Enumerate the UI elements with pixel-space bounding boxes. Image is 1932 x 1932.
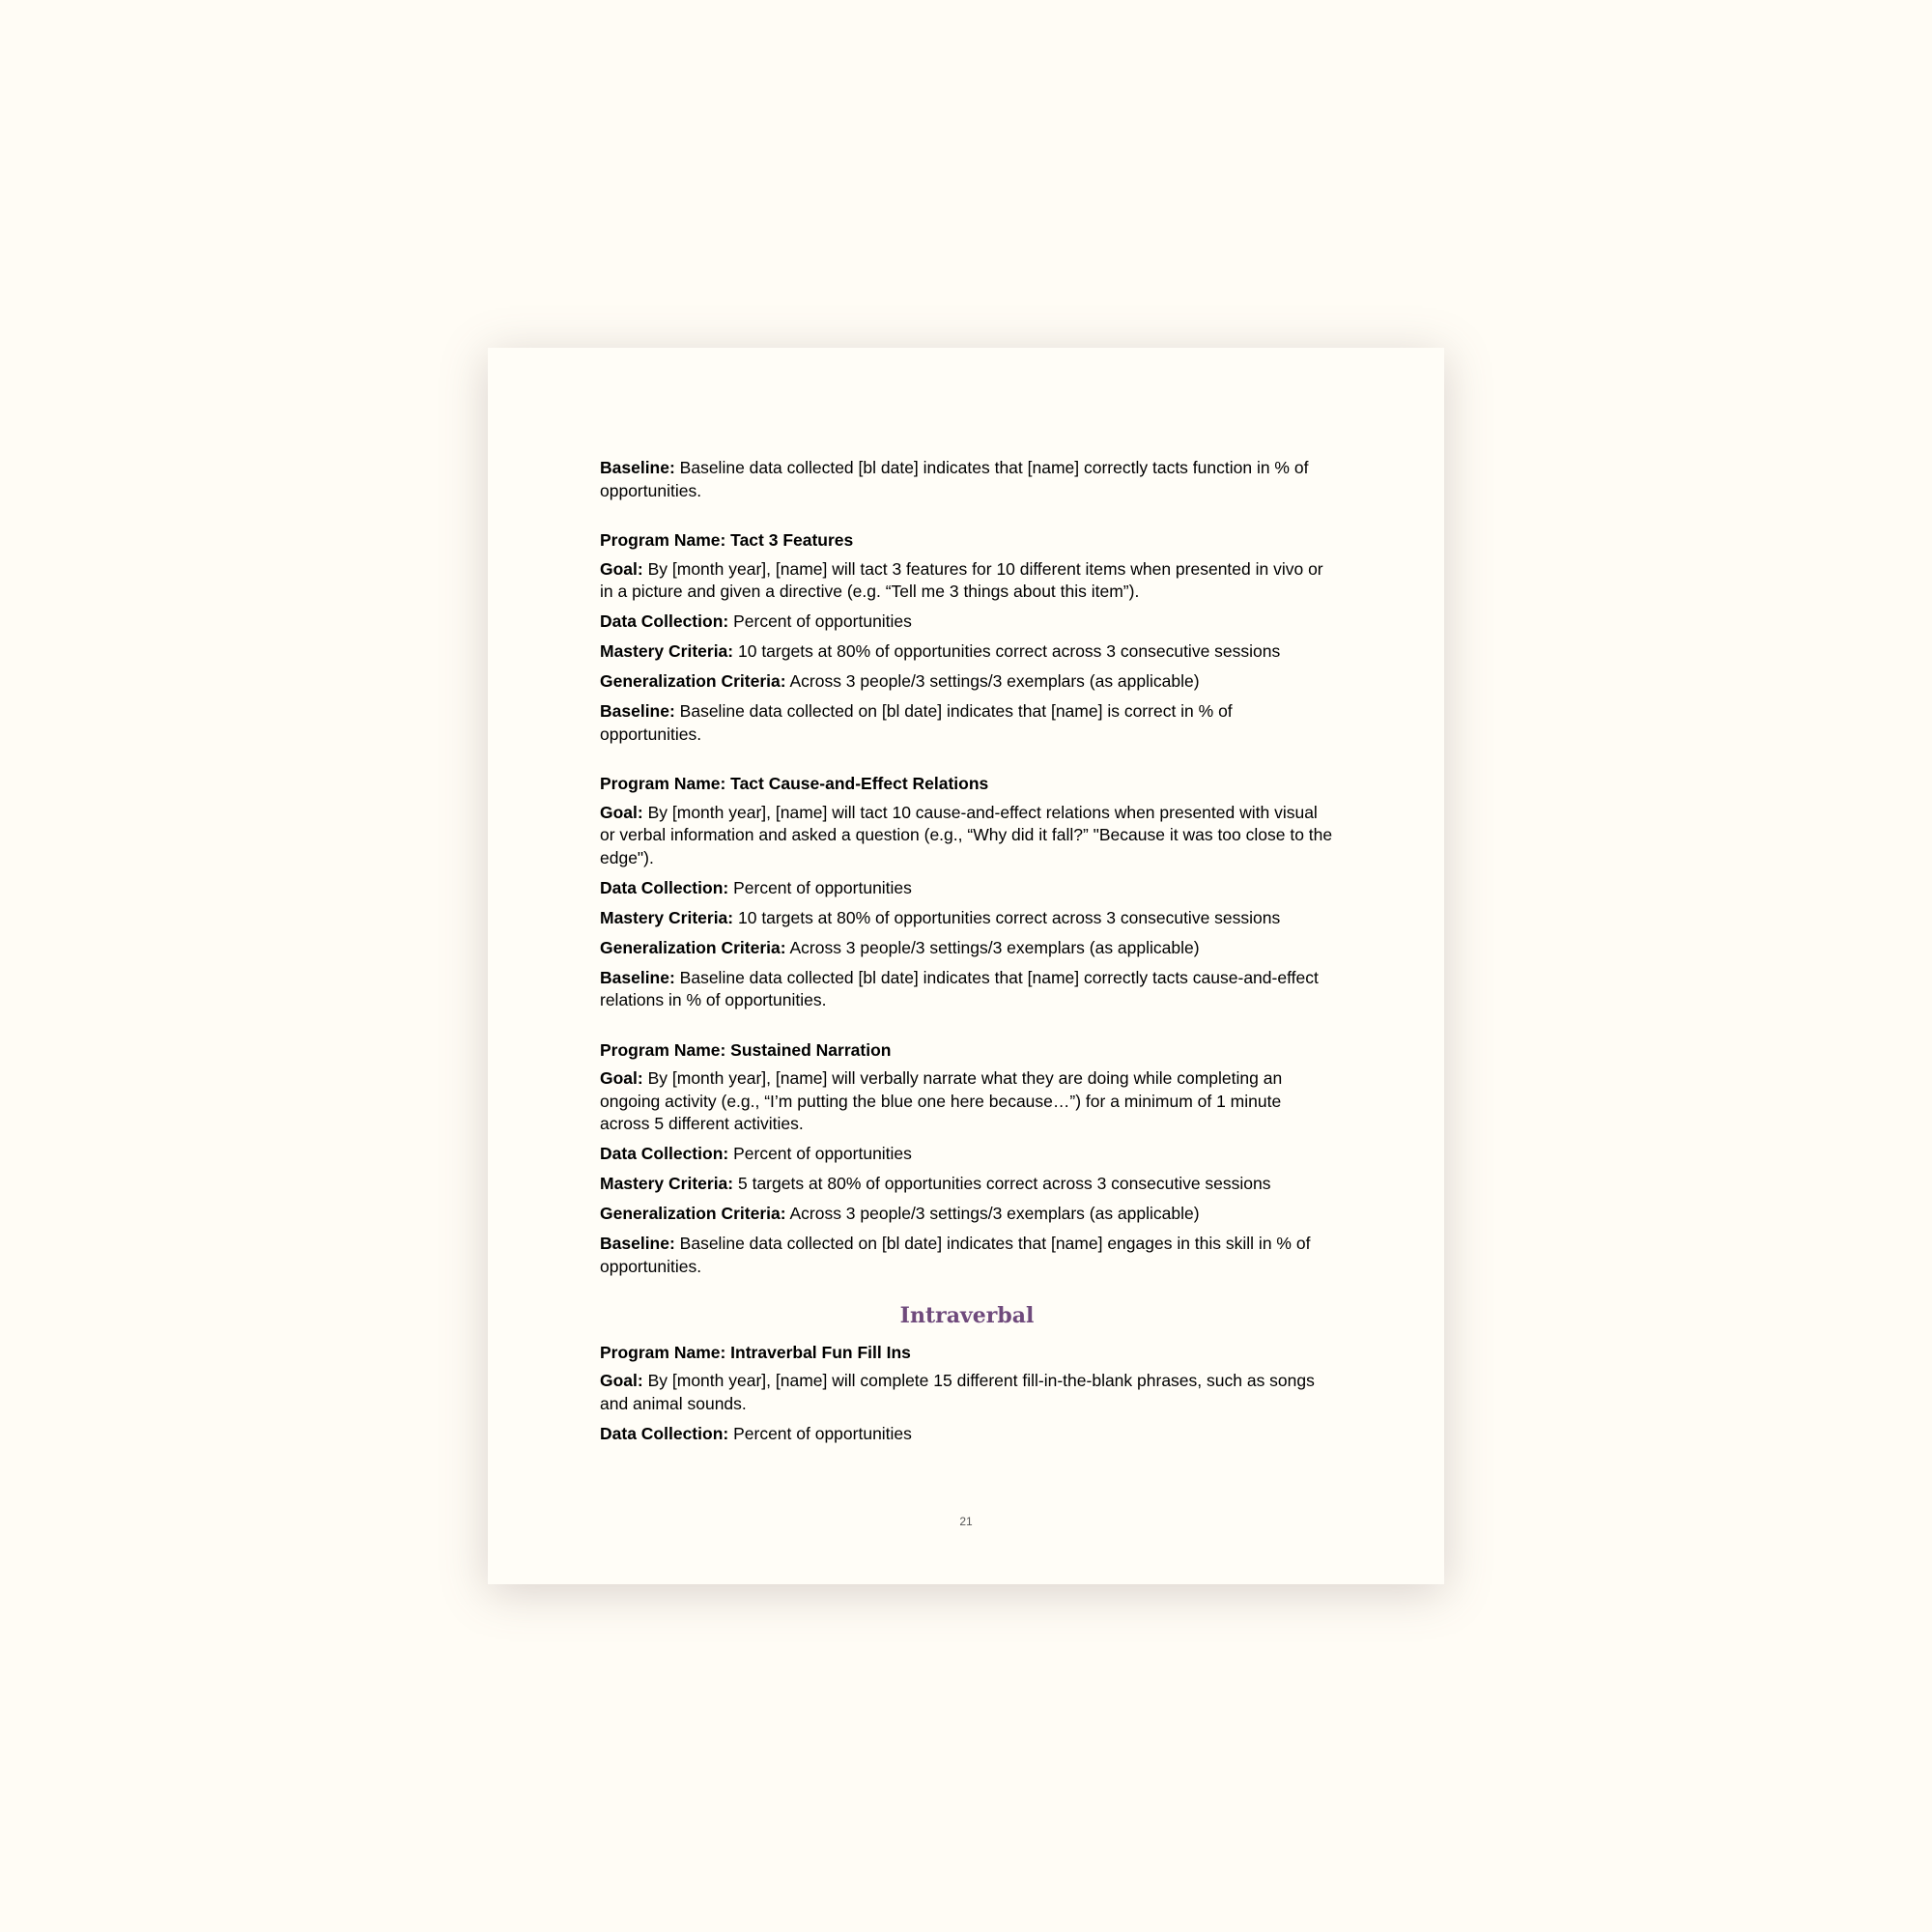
goal-text: By [month year], [name] will verbally narrate what they are doing while completing an ongoing activity (e.g., “I’m putting the blue one here because…”) for a minimum of 1 minute across 5 different activities.: [600, 1068, 1283, 1133]
goal-text: By [month year], [name] will tact 3 features for 10 different items when presented in vivo or in a picture and given a directive (e.g. “Tell me 3 things about this item”).: [600, 558, 1323, 601]
generalization-criteria-text: Across 3 people/3 settings/3 exemplars (as applicable): [785, 937, 1200, 957]
data-collection-label: Data Collection:: [600, 877, 729, 897]
data-collection-text: Percent of opportunities: [728, 1423, 912, 1443]
generalization-criteria-line: [600, 670, 1334, 694]
section-heading: Intraverbal: [899, 1303, 1035, 1328]
data-collection-line: [600, 1423, 1334, 1446]
page-content: [600, 457, 1334, 1453]
mastery-criteria-text: 10 targets at 80% of opportunities correct across 3 consecutive sessions: [733, 641, 1281, 661]
goal-label: Goal:: [600, 802, 643, 822]
generalization-criteria-line: [600, 937, 1334, 960]
data-collection-line: [600, 611, 1334, 634]
generalization-criteria-line: [600, 1203, 1334, 1226]
goal-text: By [month year], [name] will tact 10 cause-and-effect relations when presented with visual or verbal information and asked a question (e.g., “Why did it fall?” "Because it was too close to the edge").: [600, 802, 1333, 867]
generalization-criteria-label: Generalization Criteria:: [600, 671, 786, 691]
goal-label: Goal:: [600, 1371, 643, 1390]
goal-line: [600, 802, 1334, 870]
generalization-criteria-label: Generalization Criteria:: [600, 1204, 786, 1223]
generalization-criteria-label: Generalization Criteria:: [600, 937, 786, 957]
baseline-label: Baseline:: [600, 701, 675, 721]
mastery-criteria-text: 5 targets at 80% of opportunities correct across 3 consecutive sessions: [733, 1174, 1271, 1193]
baseline-text: Baseline data collected on [bl date] indicates that [name] engages in this skill in % of opportunities.: [600, 1234, 1311, 1276]
data-collection-text: Percent of opportunities: [728, 1144, 912, 1163]
goal-label: Goal:: [600, 1068, 643, 1088]
mastery-criteria-label: Mastery Criteria:: [600, 907, 734, 927]
baseline-label: Baseline:: [600, 967, 675, 987]
baseline-text: Baseline data collected [bl date] indicates that [name] correctly tacts cause-and-effect relations in % of opportunities.: [600, 967, 1319, 1009]
data-collection-label: Data Collection:: [600, 611, 729, 631]
mastery-criteria-line: [600, 907, 1334, 930]
baseline-line: [600, 1233, 1334, 1278]
goal-line: [600, 1370, 1334, 1415]
mastery-criteria-label: Mastery Criteria:: [600, 641, 734, 661]
mastery-criteria-line: [600, 640, 1334, 664]
generalization-criteria-text: Across 3 people/3 settings/3 exemplars (as applicable): [785, 1204, 1200, 1223]
goal-label: Goal:: [600, 558, 643, 579]
baseline-line: [600, 457, 1334, 502]
program-title: Program Name: Intraverbal Fun Fill Ins: [600, 1342, 911, 1362]
goal-text: By [month year], [name] will complete 15 different fill-in-the-blank phrases, such as songs and animal sounds.: [600, 1371, 1315, 1413]
data-collection-text: Percent of opportunities: [728, 611, 912, 631]
generalization-criteria-text: Across 3 people/3 settings/3 exemplars (as applicable): [785, 671, 1200, 691]
top-baseline-block: [600, 457, 1334, 502]
program-block: [600, 1342, 1334, 1446]
mastery-criteria-label: Mastery Criteria:: [600, 1174, 734, 1193]
page-number: 21: [959, 1515, 973, 1528]
program-title: Program Name: Tact Cause-and-Effect Relations: [600, 774, 989, 793]
program-block: [600, 1039, 1334, 1279]
data-collection-label: Data Collection:: [600, 1423, 729, 1443]
program-title: Program Name: Tact 3 Features: [600, 530, 854, 550]
baseline-line: [600, 967, 1334, 1012]
program-title: Program Name: Sustained Narration: [600, 1039, 892, 1060]
baseline-line: [600, 700, 1334, 746]
baseline-label: Baseline:: [600, 1234, 675, 1253]
data-collection-line: [600, 877, 1334, 900]
baseline-label: Baseline:: [600, 458, 675, 477]
program-block: [600, 773, 1334, 1012]
goal-line: [600, 558, 1334, 604]
baseline-text: Baseline data collected on [bl date] indicates that [name] is correct in % of opportunities.: [600, 701, 1233, 744]
data-collection-text: Percent of opportunities: [728, 877, 912, 897]
goal-line: [600, 1067, 1334, 1136]
data-collection-line: [600, 1143, 1334, 1166]
program-block: [600, 529, 1334, 746]
document-page: [488, 348, 1444, 1584]
mastery-criteria-text: 10 targets at 80% of opportunities correct across 3 consecutive sessions: [733, 907, 1281, 927]
mastery-criteria-line: [600, 1173, 1334, 1196]
baseline-text: Baseline data collected [bl date] indicates that [name] correctly tacts function in % of opportunities.: [600, 458, 1309, 500]
data-collection-label: Data Collection:: [600, 1144, 729, 1163]
